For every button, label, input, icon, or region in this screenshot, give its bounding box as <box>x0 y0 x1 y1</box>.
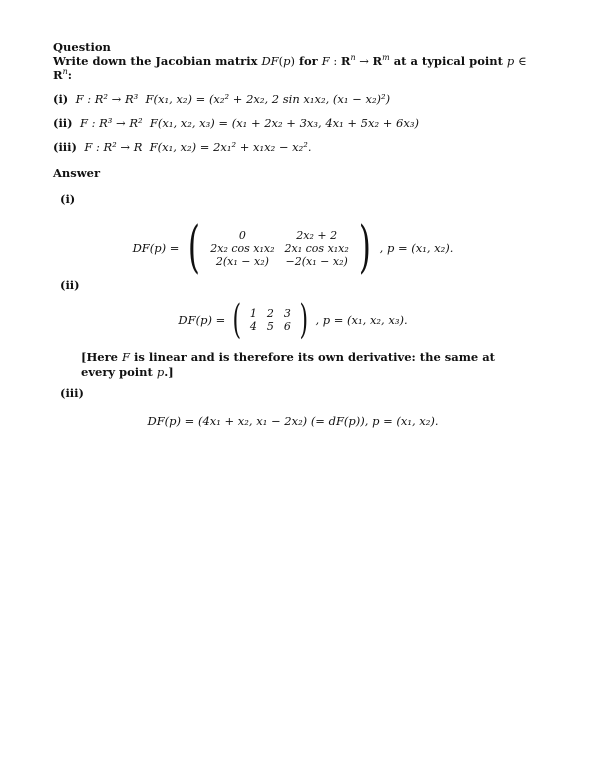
answer-ii-equation: DF(p) = ( 1 2 3 4 5 6 ) , p = (x₁, x₂, x₃). <box>178 297 408 343</box>
jacobian-matrix-i: 0 2x₂ + 2 2x₂ cos x₁x₂ 2x₁ cos x₁x₂ 2(x₁ − x₂) −2(x₁ − x₂) <box>210 228 349 268</box>
jacobian-matrix-ii: 1 2 3 4 5 6 <box>249 307 291 333</box>
part-i: (i) F : R² → R³ F(x₁, x₂) = (x₂² + 2x₂, 2 sin x₁x₂, (x₁ − x₂)²) <box>53 92 391 106</box>
answer-iii-equation: DF(p) = (4x₁ + x₂, x₁ − 2x₂) (= dF(p)), p = (x₁, x₂). <box>147 414 439 428</box>
part-iii: (iii) F : R² → R F(x₁, x₂) = 2x₁² + x₁x₂ − x₂². <box>53 140 312 154</box>
question-title: Question <box>53 40 111 54</box>
question-prompt: Write down the Jacobian matrix DF(p) for F : $R^n \to R^m$ at a typical point p ∈ $R^n$: <box>53 53 527 82</box>
answer-ii-label: (ii) <box>60 278 80 292</box>
answer-iii-label: (iii) <box>60 386 84 400</box>
answer-ii-note: [Here F is linear and is therefore its own derivative: the same at every point p.] <box>81 350 495 379</box>
answer-i-equation: DF(p) = ( 0 2x₂ + 2 2x₂ cos x₁x₂ 2x₁ cos x₁x₂ 2(x₁ − x₂) −2(x₁ − x₂) ) , p = (x₁, x₂). <box>132 215 454 280</box>
part-ii: (ii) F : R³ → R² F(x₁, x₂, x₃) = (x₁ + 2x₂ + 3x₃, 4x₁ + 5x₂ + 6x₃) <box>53 116 419 130</box>
answer-i-label: (i) <box>60 192 76 206</box>
answer-title: Answer <box>53 166 101 180</box>
page <box>53 40 533 428</box>
